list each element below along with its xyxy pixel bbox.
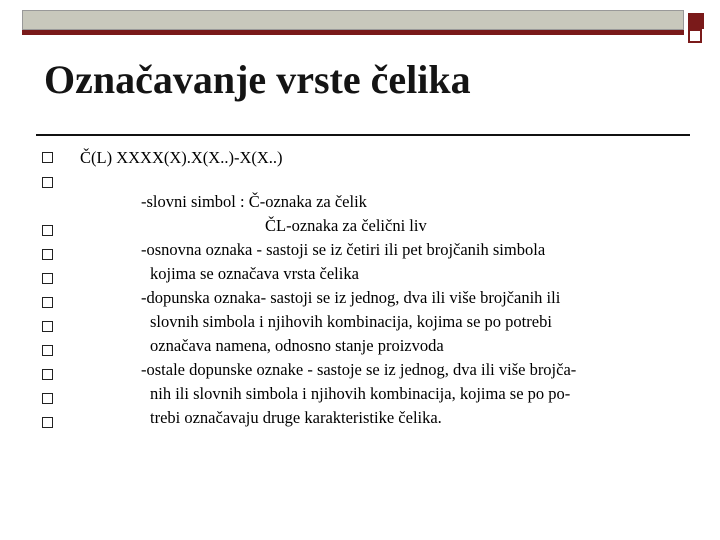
body-line: -osnovna oznaka - sastoji se iz četiri ili pet brojčanih simbola <box>141 240 546 259</box>
bullet-square-icon <box>42 152 53 163</box>
bullet-square-icon <box>42 369 53 380</box>
corner-outline-square <box>688 29 702 43</box>
body-line: označava namena, odnosno stanje proizvoda <box>150 336 444 355</box>
bullet-square-icon <box>42 297 53 308</box>
body-line: slovnih simbola i njihovih kombinacija, kojima se po potrebi <box>150 312 552 331</box>
top-accent-line <box>22 30 684 35</box>
body-line: -dopunska oznaka- sastoji se iz jednog, dva ili više brojčanih ili <box>141 288 561 307</box>
code-formula: Č(L) XXXX(X).X(X..)-X(X..) <box>80 148 283 167</box>
bullet-square-icon <box>42 417 53 428</box>
title-divider <box>36 134 690 136</box>
bullet-square-icon <box>42 273 53 284</box>
body-line: trebi označavaju druge karakteristike čelika. <box>150 408 442 427</box>
body-line: nih ili slovnih simbola i njihovih kombinacija, kojima se po po- <box>150 384 571 403</box>
slide-title: Označavanje vrste čelika <box>44 57 471 102</box>
bullet-square-icon <box>42 177 53 188</box>
body-line: ČL-oznaka za čelični liv <box>265 216 427 235</box>
body-line: -ostale dopunske oznake - sastoje se iz jednog, dva ili više brojča- <box>141 360 577 379</box>
bullet-square-icon <box>42 225 53 236</box>
body-line: kojima se označava vrsta čelika <box>150 264 359 283</box>
top-decorative-band <box>22 10 684 30</box>
bullet-square-icon <box>42 249 53 260</box>
body-line: -slovni simbol : Č-oznaka za čelik <box>141 192 367 211</box>
bullet-square-icon <box>42 345 53 356</box>
bullet-square-icon <box>42 393 53 404</box>
bullet-square-icon <box>42 321 53 332</box>
corner-filled-square <box>688 13 704 29</box>
